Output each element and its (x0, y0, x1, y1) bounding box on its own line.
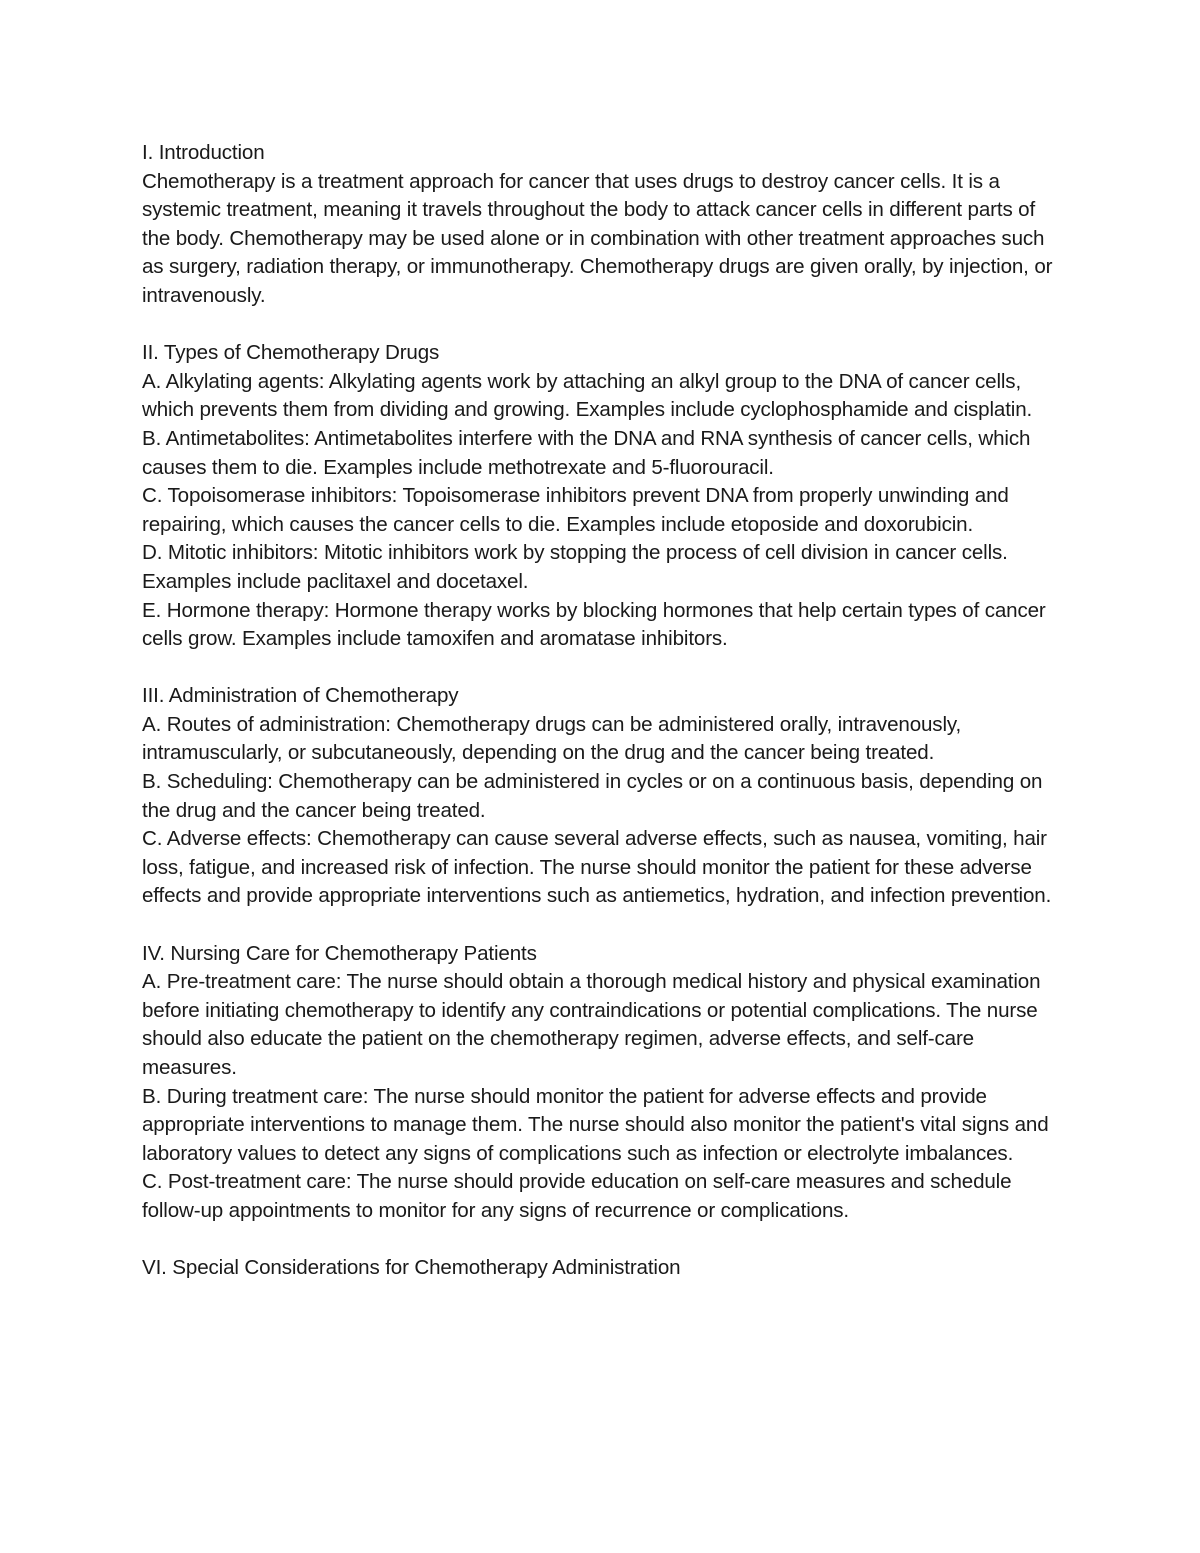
paragraph: B. Scheduling: Chemotherapy can be administered in cycles or on a continuous basis, depending on the drug and the cancer being treated. (142, 770, 1043, 822)
paragraph: A. Alkylating agents: Alkylating agents work by attaching an alkyl group to the DNA of cancer cells, which prevents them from dividing and growing. Examples include cyclophosphamide and cisplatin. (142, 369, 1033, 422)
section-special-considerations (142, 1254, 1067, 1283)
paragraph: A. Routes of administration: Chemotherapy drugs can be administered orally, intravenously, intramuscularly, or subcutaneously, depending on the drug and the cancer being treated. (142, 712, 962, 765)
section-types-of-chemotherapy-drugs (142, 339, 1067, 654)
paragraph: E. Hormone therapy: Hormone therapy works by blocking hormones that help certain types of cancer cells grow. Examples include tamoxifen and aromatase inhibitors. (142, 598, 1046, 651)
section-heading: III. Administration of Chemotherapy (142, 684, 459, 708)
section-introduction (142, 139, 1067, 311)
section-heading: IV. Nursing Care for Chemotherapy Patients (142, 941, 537, 965)
section-heading: II. Types of Chemotherapy Drugs (142, 341, 440, 365)
section-heading: I. Introduction (142, 141, 265, 164)
paragraph: Chemotherapy is a treatment approach for cancer that uses drugs to destroy cancer cells. It is a systemic treatment, meaning it travels throughout the body to attack cancer cells in different parts of the body. Chemotherapy may be used alone or in combination with other treatment approaches such as surgery, radiation therapy, or immunotherapy. Chemotherapy drugs are given orally, by injection, or intravenously. (142, 169, 1053, 307)
document-page (142, 139, 1067, 1311)
paragraph: D. Mitotic inhibitors: Mitotic inhibitors work by stopping the process of cell division in cancer cells. Examples include paclitaxel and docetaxel. (142, 541, 1008, 593)
section-heading: VI. Special Considerations for Chemotherapy Administration (142, 1256, 681, 1280)
paragraph: C. Post-treatment care: The nurse should provide education on self-care measures and schedule follow-up appointments to monitor for any signs of recurrence or complications. (142, 1170, 1012, 1222)
section-administration-of-chemotherapy (142, 682, 1067, 911)
paragraph: B. During treatment care: The nurse should monitor the patient for adverse effects and provide appropriate interventions to manage them. The nurse should also monitor the patient's vital signs and laboratory values to detect any signs of complications such as infection or electrolyte imbalances. (142, 1084, 1049, 1165)
paragraph: C. Topoisomerase inhibitors: Topoisomerase inhibitors prevent DNA from properly unwinding and repairing, which causes the cancer cells to die. Examples include etoposide and doxorubicin. (142, 484, 1009, 536)
paragraph: B. Antimetabolites: Antimetabolites interfere with the DNA and RNA synthesis of cancer cells, which causes them to die. Examples include methotrexate and 5-fluorouracil. (142, 426, 1031, 479)
section-nursing-care (142, 940, 1067, 1226)
paragraph: C. Adverse effects: Chemotherapy can cause several adverse effects, such as nausea, vomiting, hair loss, fatigue, and increased risk of infection. The nurse should monitor the patient for these adverse effects and provide appropriate interventions such as antiemetics, hydration, and infection prevention. (142, 827, 1052, 908)
paragraph: A. Pre-treatment care: The nurse should obtain a thorough medical history and physical examination before initiating chemotherapy to identify any contraindications or potential complications. The nurse should also educate the patient on the chemotherapy regimen, adverse effects, and self-care measures. (142, 970, 1041, 1079)
